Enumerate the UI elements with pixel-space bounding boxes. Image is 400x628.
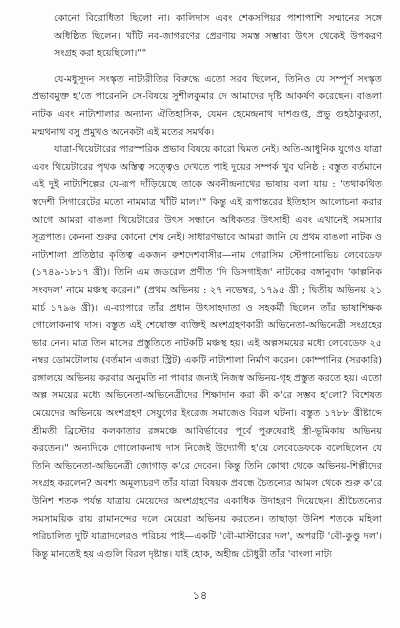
quote-paragraph: কোনো বিরোধিতা ছিলো না। কালিদাস এবং শেকসপিয়র পাশাপাশি সম্মানের সঙ্গে অধিষ্ঠিত ছিলেন। খাঁটি নব-জাগরণের প্রেরণায় সমস্ত সম্ভাব্য উৎস থেকেই উপকরণ সংগ্রহ করা হয়েছিলো।"" [54,13,382,60]
page-number: ১৪ [192,589,208,602]
paragraph-gap [32,63,382,71]
body-paragraph-2: যাত্রা-থিয়েটারের পারস্পরিক প্রভাব বিষয়ে কারো দ্বিমত নেই। অতি-আধুনিক যুগেও যাত্রা এবং থিয়েটারের পৃথক অস্তিত্ব সত্ত্বেও দেখতে পাই দুয়ের সম্পর্ক খুব ঘনিষ্ঠ : বস্তুত বর্তমানে এই দুই নাট্যশিল্পের যে-রূপ দাঁড়িয়েছে তাকে অবনীন্দ্রনাথের ভাষায় বলা যায় : 'তথাকথিত স্বদেশী সিগারেটের মতো নামমাত্র খাঁটি মাল।'" কিন্তু এই রূপান্তরের ইতিহাস আলোচনা করার আগে আমরা বাঙলা থিয়েটারের উৎস সন্ধানে অধিকতর উৎসাহী এবং এখানেই সমস্যার সূত্রপাত। কেননা শুরুর কোনো শেষ নেই। সাধারণভাবে আমরা জানি যে প্রথম বাঙলা নাটক ও নাট্যশালা প্রতিষ্ঠার কৃতিত্ব একজন রুশদেশবাসীর—নাম গেরাসিম স্টেপানোভিচ লেবেডেফ (১৭৪৯-১৮১৭ খ্রী)। তিনি এম জডরেল প্রণীত 'দি ডিসগাইজ' নাটকের বঙ্গানুবাদ 'কাল্পনিক সংবদল' নামে মঞ্চস্থ করেন।" (প্রথম অভিনয় : ২৭ নভেম্বর, ১৭৯৫ খ্রী ; দ্বিতীয় অভিনয় ২১ মার্চ ১৭৯৬ খ্রী)। এ-ব্যাপারে তাঁর প্রধান উৎসাহদাতা ও সহকর্মী ছিলেন তাঁর ভাষাশিক্ষক গোলোকনাথ দাস। বস্তুত এই শেষোক্ত ব্যক্তিই অংশগ্রহণকারী অভিনেতা-অভিনেত্রী সংগ্রহের ভার নেন। মাত্র তিন মাসের প্রস্তুতিতে নাটকটি মঞ্চস্থ হয়। এই অল্পসময়ের মধ্যে লেবেডেফ ২৫ নম্বর ডোমটোলায় (বর্তমান এজরা স্ট্রিট) একটি নাট্যশালা নির্মাণ করেন। কোম্পানির (সরকারি) রঙ্গালয়ে অভিনয় করবার অনুমতি না পাবার জন্যই নিজস্ব অভিনয়-গৃহ প্রস্তুত করতে হয়। এতো অল্প সময়ের মধ্যে অভিনেতা-অভিনেত্রীদের শিক্ষাদান করা কী ক'রে সম্ভব হ'লো? বিশেষত মেয়েদের অভিনয়ে অংশগ্রহণ সেযুগের ইংরেজ সমাজেও বিরল ঘটনা। বস্তুত ১৭৮৮ খ্রীষ্টাব্দে শ্রীমতী ব্রিস্টোর কলকাতার রঙ্গমঞ্চে আবির্ভাবের পূর্বে পুরুষেরাই স্ত্রী-ভূমিকায় অভিনয় করতেন।" অন্যদিকে গোলোকনাথ দাস নিজেই উদ্যোগী হ'য়ে লেবেডেফকে বলেছিলেন যে তিনি অভিনেতা-অভিনেত্রী জোগাড় ক'রে দেবেন। কিন্তু তিনি কোথা থেকে অভিনয়-শিল্পীদের সংগ্রহ করলেন? অবশ্য অমূল্যচরণ তাঁর যাত্রা বিষয়ক প্রবন্ধে চৈতন্যের আমল থেকে শুরু ক'রে উনিশ শতক পর্যন্ত যাত্রায় মেয়েদের অংশগ্রহণের একাধিক উদাহরণ দিয়েছেন। শ্রীচৈতন্যের সমসাময়িক রায় রামানন্দের দলে মেয়েরা অভিনয় করতেন। তাছাড়া উনিশ শতকে মহিলা পরিচালিত দুটি যাত্রাদলেরও পরিচয় পাই—একটি 'বৌ-মাস্টারের দল', অপরটি 'বৌ-কুণ্ডু দল'। কিন্তু মানতেই হয় এগুলি বিরল দৃষ্টান্ত। যাই হোক, অহীন্দ্র চৌধুরী তাঁর 'বাংলা নাট্য [32,144,382,560]
body-paragraph-1: যে-মধুসূদন সংস্কৃত নাট্যরীতির বিরুদ্ধে এতো সরব ছিলেন, তিনিও যে সম্পূর্ণ সংস্কৃত প্রভাবমুক্ত হ'তে পারেননি সে-বিষয়ে সুশীলকুমার দে আমাদের দৃষ্টি আকর্ষণ করেছেন। বাঙলা নাটক এবং নাট্যশালার অন্যান্য ঐতিহাসিক, যেমন হেমেন্দ্রনাথ দাশগুপ্ত, প্রভু গুহঠাকুরতা, মন্মথনাথ বসু প্রমুখও অনেকটা এই মতের সমর্থক। [32,73,382,138]
